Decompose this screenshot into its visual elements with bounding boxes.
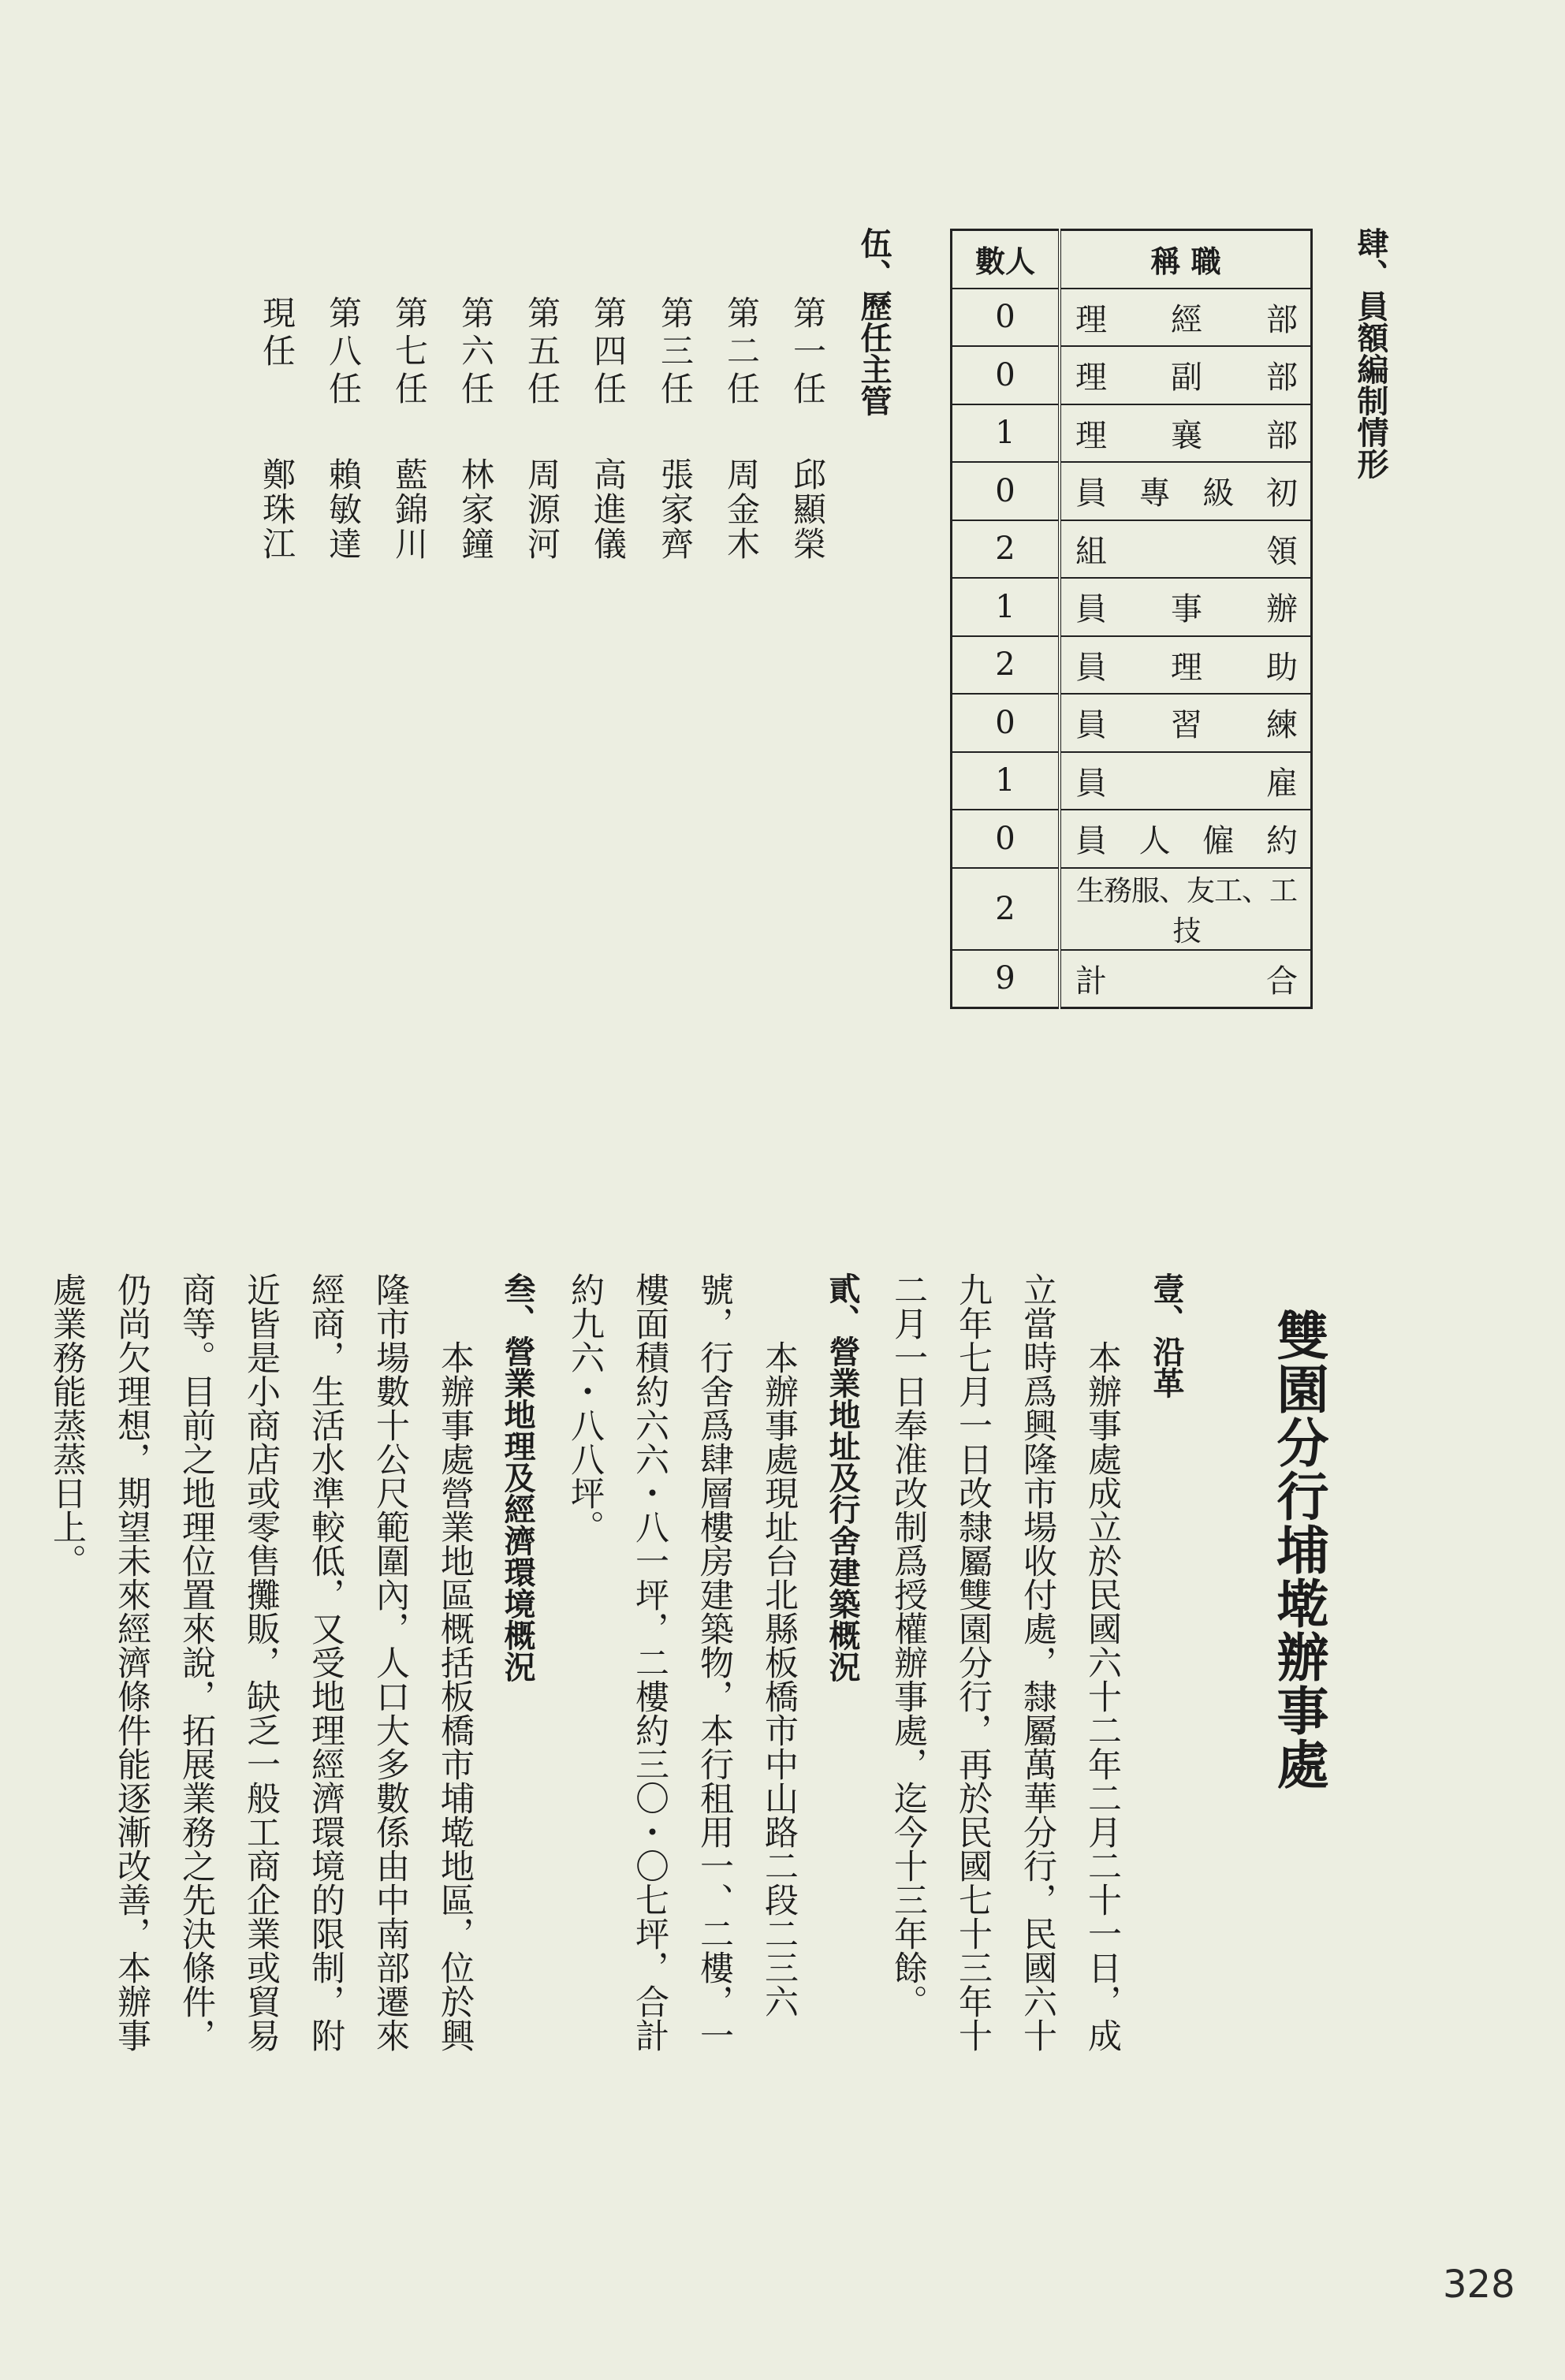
table-row (952, 520, 1312, 579)
head-name: 高進儀 (589, 457, 628, 561)
paragraph-line: 商等。目前之地理位置來說，拓展業務之先決條件， (177, 1272, 216, 2052)
section-heading-staffing: 肆、員額編制情形 (1352, 227, 1388, 479)
paragraph-line: 立當時爲興隆市場收付處，隸屬萬華分行，民國六十 (1018, 1272, 1057, 2052)
job-title: 員理助 (1060, 636, 1312, 695)
staff-count: 0 (952, 289, 1060, 347)
paragraph-line: 樓面積約六六・八一坪，二樓約三〇・〇七坪，合計 (630, 1272, 669, 2052)
table-row (952, 578, 1312, 636)
staff-count: 0 (952, 462, 1060, 520)
head-term: 第六任 (456, 296, 495, 409)
paragraph-line: 本辦事處營業地區概括板橋市埔墘地區，位於興 (435, 1340, 475, 2052)
staff-count: 9 (952, 950, 1060, 1008)
head-term: 第八任 (324, 296, 363, 409)
table-row (952, 289, 1312, 347)
head-name: 周金木 (722, 457, 761, 561)
job-title: 員雇 (1060, 752, 1312, 810)
job-title: 員人僱約 (1060, 810, 1312, 868)
job-title: 員習練 (1060, 694, 1312, 752)
job-title: 生務服、友工、工技 (1060, 868, 1312, 950)
header-count: 數人 (952, 230, 1060, 289)
paragraph-line: 隆市場數十公尺範圍內，人口大多數係由中南部遷來 (371, 1272, 410, 2052)
paragraph-line: 號，行舍爲肆層樓房建築物，本行租用一、二樓，一 (695, 1272, 734, 2052)
job-title: 計合 (1060, 950, 1312, 1008)
staff-count: 0 (952, 346, 1060, 404)
paragraph-line: 仍尚欠理想，期望未來經濟條件能逐漸改善，本辦事 (112, 1272, 151, 2052)
paragraph-line: 近皆是小商店或零售攤販，缺乏一般工商企業或貿易 (241, 1272, 281, 2052)
paragraph-line: 處業務能蒸蒸日上。 (47, 1272, 87, 1577)
table-row (952, 404, 1312, 463)
job-title: 理襄部 (1060, 404, 1312, 463)
paragraph-line: 九年七月一日改隸屬雙園分行，再於民國七十三年十 (953, 1272, 993, 2052)
head-name: 邱顯榮 (788, 457, 827, 561)
head-term: 第一任 (788, 296, 827, 409)
table-row (952, 462, 1312, 520)
head-term: 第二任 (722, 296, 761, 409)
staff-count: 1 (952, 578, 1060, 636)
staff-count: 0 (952, 810, 1060, 868)
table-row (952, 752, 1312, 810)
head-name: 藍錦川 (390, 457, 429, 561)
staff-count: 1 (952, 752, 1060, 810)
head-term: 第四任 (589, 296, 628, 409)
head-term: 現任 (258, 296, 296, 371)
staff-count: 2 (952, 636, 1060, 695)
job-title: 組領 (1060, 520, 1312, 579)
head-name: 林家鐘 (456, 457, 495, 561)
staff-count: 0 (952, 694, 1060, 752)
head-name: 張家齊 (656, 457, 695, 561)
table-row (952, 950, 1312, 1008)
paragraph-line: 約九六・八八坪。 (565, 1272, 605, 1544)
table-row (952, 694, 1312, 752)
head-name: 賴敏達 (324, 457, 363, 561)
paragraph-line: 二月一日奉准改制爲授權辦事處，迄今十三年餘。 (889, 1272, 928, 2018)
head-name: 周源河 (523, 457, 561, 561)
paragraph-line: 本辦事處成立於民國六十二年二月二十一日，成 (1082, 1340, 1122, 2052)
section-heading-address: 貳、營業地址及行舍建築概況 (824, 1272, 860, 1682)
staff-count: 2 (952, 520, 1060, 579)
page-number: 328 (1443, 2263, 1515, 2307)
paragraph-line: 經商，生活水準較低，又受地理經濟環境的限制，附 (306, 1272, 345, 2052)
job-title: 理經部 (1060, 289, 1312, 347)
job-title: 員專級初 (1060, 462, 1312, 520)
head-name: 鄭珠江 (258, 457, 296, 561)
section-heading-economy: 叁、營業地理及經濟環境概況 (499, 1272, 535, 1682)
head-term: 第三任 (656, 296, 695, 409)
table-row (952, 810, 1312, 868)
head-term: 第五任 (523, 296, 561, 409)
table-row (952, 636, 1312, 695)
header-title: 稱 職 (1060, 230, 1312, 289)
job-title: 員事辦 (1060, 578, 1312, 636)
section-heading-past-heads: 伍、歷任主管 (855, 227, 892, 416)
table-row (952, 346, 1312, 404)
page-title: 雙園分行埔墘辦事處 (1268, 1309, 1328, 1791)
job-title: 理副部 (1060, 346, 1312, 404)
table-row (952, 868, 1312, 950)
section-heading-history: 壹、沿革 (1148, 1272, 1184, 1399)
head-term: 第七任 (390, 296, 429, 409)
staff-count: 1 (952, 404, 1060, 463)
paragraph-line: 本辦事處現址台北縣板橋市中山路二段二三六 (759, 1340, 799, 2018)
staff-count: 2 (952, 868, 1060, 950)
table-header-row (952, 230, 1312, 289)
staffing-table (950, 229, 1313, 1009)
